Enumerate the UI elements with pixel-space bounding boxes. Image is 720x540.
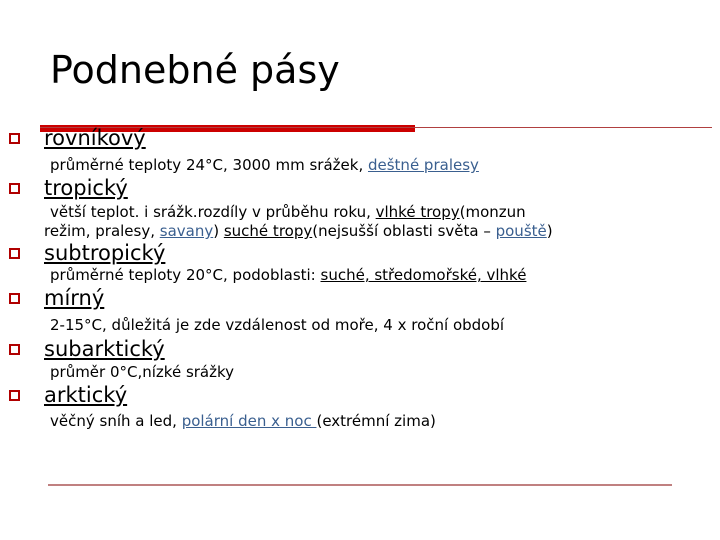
zone-heading-mirny[interactable]: mírný: [44, 286, 105, 310]
zone-heading-tropicky[interactable]: tropický: [44, 176, 128, 200]
link-savany[interactable]: savany: [159, 222, 214, 240]
bullet-icon: [9, 248, 20, 259]
link-destne-pralesy[interactable]: deštné pralesy: [367, 156, 479, 174]
zone-desc-mirny: 2-15°C, důležitá je zde vzdálenost od moře, 4 x roční období: [50, 316, 505, 334]
zone-heading-arkticky[interactable]: arktický: [44, 383, 128, 407]
zone-desc-tropicky-line1: větší teplot. i srážk.rozdíly v průběhu roku, vlhké tropy(monzun: [50, 203, 526, 221]
bullet-icon: [9, 390, 20, 401]
bullet-icon: [9, 183, 20, 194]
bullet-icon: [9, 293, 20, 304]
link-vlhke-tropy[interactable]: vlhké tropy: [375, 203, 460, 221]
zone-desc-subarkticky: průměr 0°C,nízké srážky: [50, 363, 235, 381]
zone-desc-tropicky-line2: režim, pralesy, savany) suché tropy(nejsušší oblasti světa – pouště): [44, 222, 553, 240]
zone-desc-arkticky: věčný sníh a led, polární den x noc (extrémní zima): [50, 412, 436, 430]
zone-heading-subtropicky[interactable]: subtropický: [44, 241, 166, 265]
slide-title: Podnebné pásy: [50, 48, 340, 92]
zone-desc-rovnikovy: průměrné teploty 24°C, 3000 mm srážek, deštné pralesy: [50, 156, 479, 174]
zone-heading-rovnikovy[interactable]: rovníkový: [44, 126, 146, 150]
link-suche-tropy[interactable]: suché tropy: [223, 222, 313, 240]
link-podoblasti[interactable]: suché, středomořské, vlhké: [320, 266, 527, 284]
bullet-icon: [9, 344, 20, 355]
link-pouste[interactable]: pouště: [495, 222, 547, 240]
link-polarni-den[interactable]: polární den x noc: [181, 412, 317, 430]
bullet-icon: [9, 133, 20, 144]
zone-desc-subtropicky: průměrné teploty 20°C, podoblasti: suché, středomořské, vlhké: [50, 266, 527, 284]
footer-divider: [48, 484, 672, 486]
zone-heading-subarkticky[interactable]: subarktický: [44, 337, 165, 361]
